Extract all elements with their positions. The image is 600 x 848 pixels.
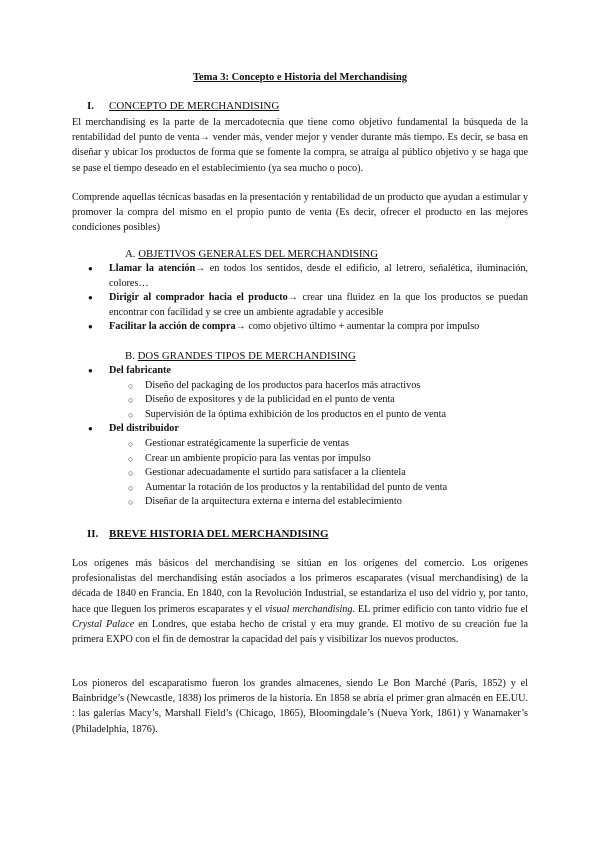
distribuidor-item: ○ Gestionar adecuadamente el surtido para satisfacer a la clientela <box>109 466 528 481</box>
distribuidor-item: ○ Gestionar estratégicamente la superficie de ventas <box>109 437 528 452</box>
section-2-number: II. <box>87 528 99 540</box>
type-distribuidor-label: Del distribuidor <box>109 423 179 435</box>
section-1-title: CONCEPTO DE MERCHANDISING <box>109 100 280 112</box>
distribuidor-sublist <box>109 437 528 510</box>
objective-item <box>88 320 528 335</box>
document-title: Tema 3: Concepto e Historia del Merchandising <box>192 72 408 83</box>
history-text-part-3: en Londres, que estaba hecho de cristal y era muy grande. El motivo de su creación fue la primera EXPO con el fin de demostrar la capacidad del país y visibilizar los nuevos productos. <box>72 618 528 646</box>
section-2-heading <box>87 528 329 540</box>
distribuidor-item: ○ Diseñar de la arquitectura externa e interna del establecimiento <box>109 495 528 510</box>
subsection-b-title: DOS GRANDES TIPOS DE MERCHANDISING <box>137 350 356 362</box>
type-fabricante <box>88 364 528 422</box>
subsection-b-heading <box>125 350 356 362</box>
section-1-paragraph-2: Comprende aquellas técnicas basadas en la presentación y rentabilidad de un producto que ayudan a estimular y promover la compra del mismo en el propio punto de venta (Es decir, ofrecer el producto en las mejores condiciones posibles) <box>72 192 529 234</box>
section-1-paragraph-1: El merchandising es la parte de la mercadotecnia que tiene como objetivo fundamental la búsqueda de la rentabilidad del punto de venta→ vender más, vender mejor y vender durante más tiempo. Es decir, se basa en diseñar y ubicar los productos de forma que se fomente la compra, se atraiga al público objetivo y se haga que se pase el tiempo deseado en el establecimiento (ya sea mucho o poco). <box>72 117 528 174</box>
subsection-a-heading <box>125 248 378 260</box>
type-distribuidor <box>88 422 528 510</box>
objective-bold: Llamar la atención <box>109 263 196 274</box>
fabricante-sublist <box>109 379 528 423</box>
fabricante-item: ○ Diseño del packaging de los productos para hacerlos más atractivos <box>109 379 528 394</box>
objective-bold: Facilitar la acción de compra <box>109 321 236 333</box>
distribuidor-item: ○ Aumentar la rotación de los productos y la rentabilidad del punto de venta <box>109 481 528 496</box>
section-2-paragraph-2: Los pioneros del escaparatismo fueron los grandes almacenes, siendo Le Bon Marché (París, 1852) y el Bainbridge’s (Newcastle, 1838) los primeros de la historia. En 1858 se abría el primer gran almacén en EE.UU. : las galerías Macy’s, Marshall Field’s (Chicago, 1865), Bloomingdale’s (Nueva York, 1861) y Wanamaker’s (Philadelphia, 1876). <box>72 678 528 735</box>
objective-bold: Dirigir al comprador hacia el producto <box>109 292 288 304</box>
objective-text: → en todos los sentidos, desde el edificio, al letrero, señalética, iluminación, colores… <box>109 263 528 289</box>
history-italic-crystal-palace: Crystal Palace <box>72 618 135 630</box>
objective-item <box>88 291 528 320</box>
objectives-list <box>88 262 528 335</box>
section-2-paragraph-1 <box>72 556 528 647</box>
history-text-part-2: . EL primer edificio con tanto vidrio fue el <box>352 603 528 615</box>
fabricante-item: ○ Supervisión de la óptima exhibición de los productos en el punto de venta <box>109 408 528 423</box>
distribuidor-item: ○ Crear un ambiente propicio para las ventas por impulso <box>109 452 528 467</box>
history-italic-visual-merchandising: visual merchandising <box>265 603 353 615</box>
section-1-number: I. <box>87 100 95 112</box>
subsection-b-letter: B. <box>125 350 135 362</box>
objective-item <box>88 262 528 291</box>
objective-text: → crear una fluidez en la que los productos se puedan encontrar con facilidad y se cree un ambiente agradable y accesible <box>109 292 529 318</box>
fabricante-item: ○ Diseño de expositores y de la publicidad en el punto de venta <box>109 393 528 408</box>
objective-text: → como objetivo último + aumentar la compra por impulso <box>235 321 480 333</box>
type-fabricante-label: Del fabricante <box>109 365 171 376</box>
section-1-heading <box>87 100 279 112</box>
history-text-part-1: Los orígenes más básicos del merchandising se sitúan en los orígenes del comercio. Los orígenes profesionalistas del merchandising están asociados a los primeros escaparates (visual merchandising) de la década de 1840 en Francia. En 1840, con la Revolución Industrial, se estandariza el uso del vidrio y, por tanto, hace que lleguen los primeros escaparates y el <box>72 558 528 615</box>
subsection-a-title: OBJETIVOS GENERALES DEL MERCHANDISING <box>138 248 379 260</box>
subsection-a-letter: A. <box>125 248 136 260</box>
section-2-title: BREVE HISTORIA DEL MERCHANDISING <box>109 528 329 540</box>
merchandising-types-list <box>88 364 528 510</box>
